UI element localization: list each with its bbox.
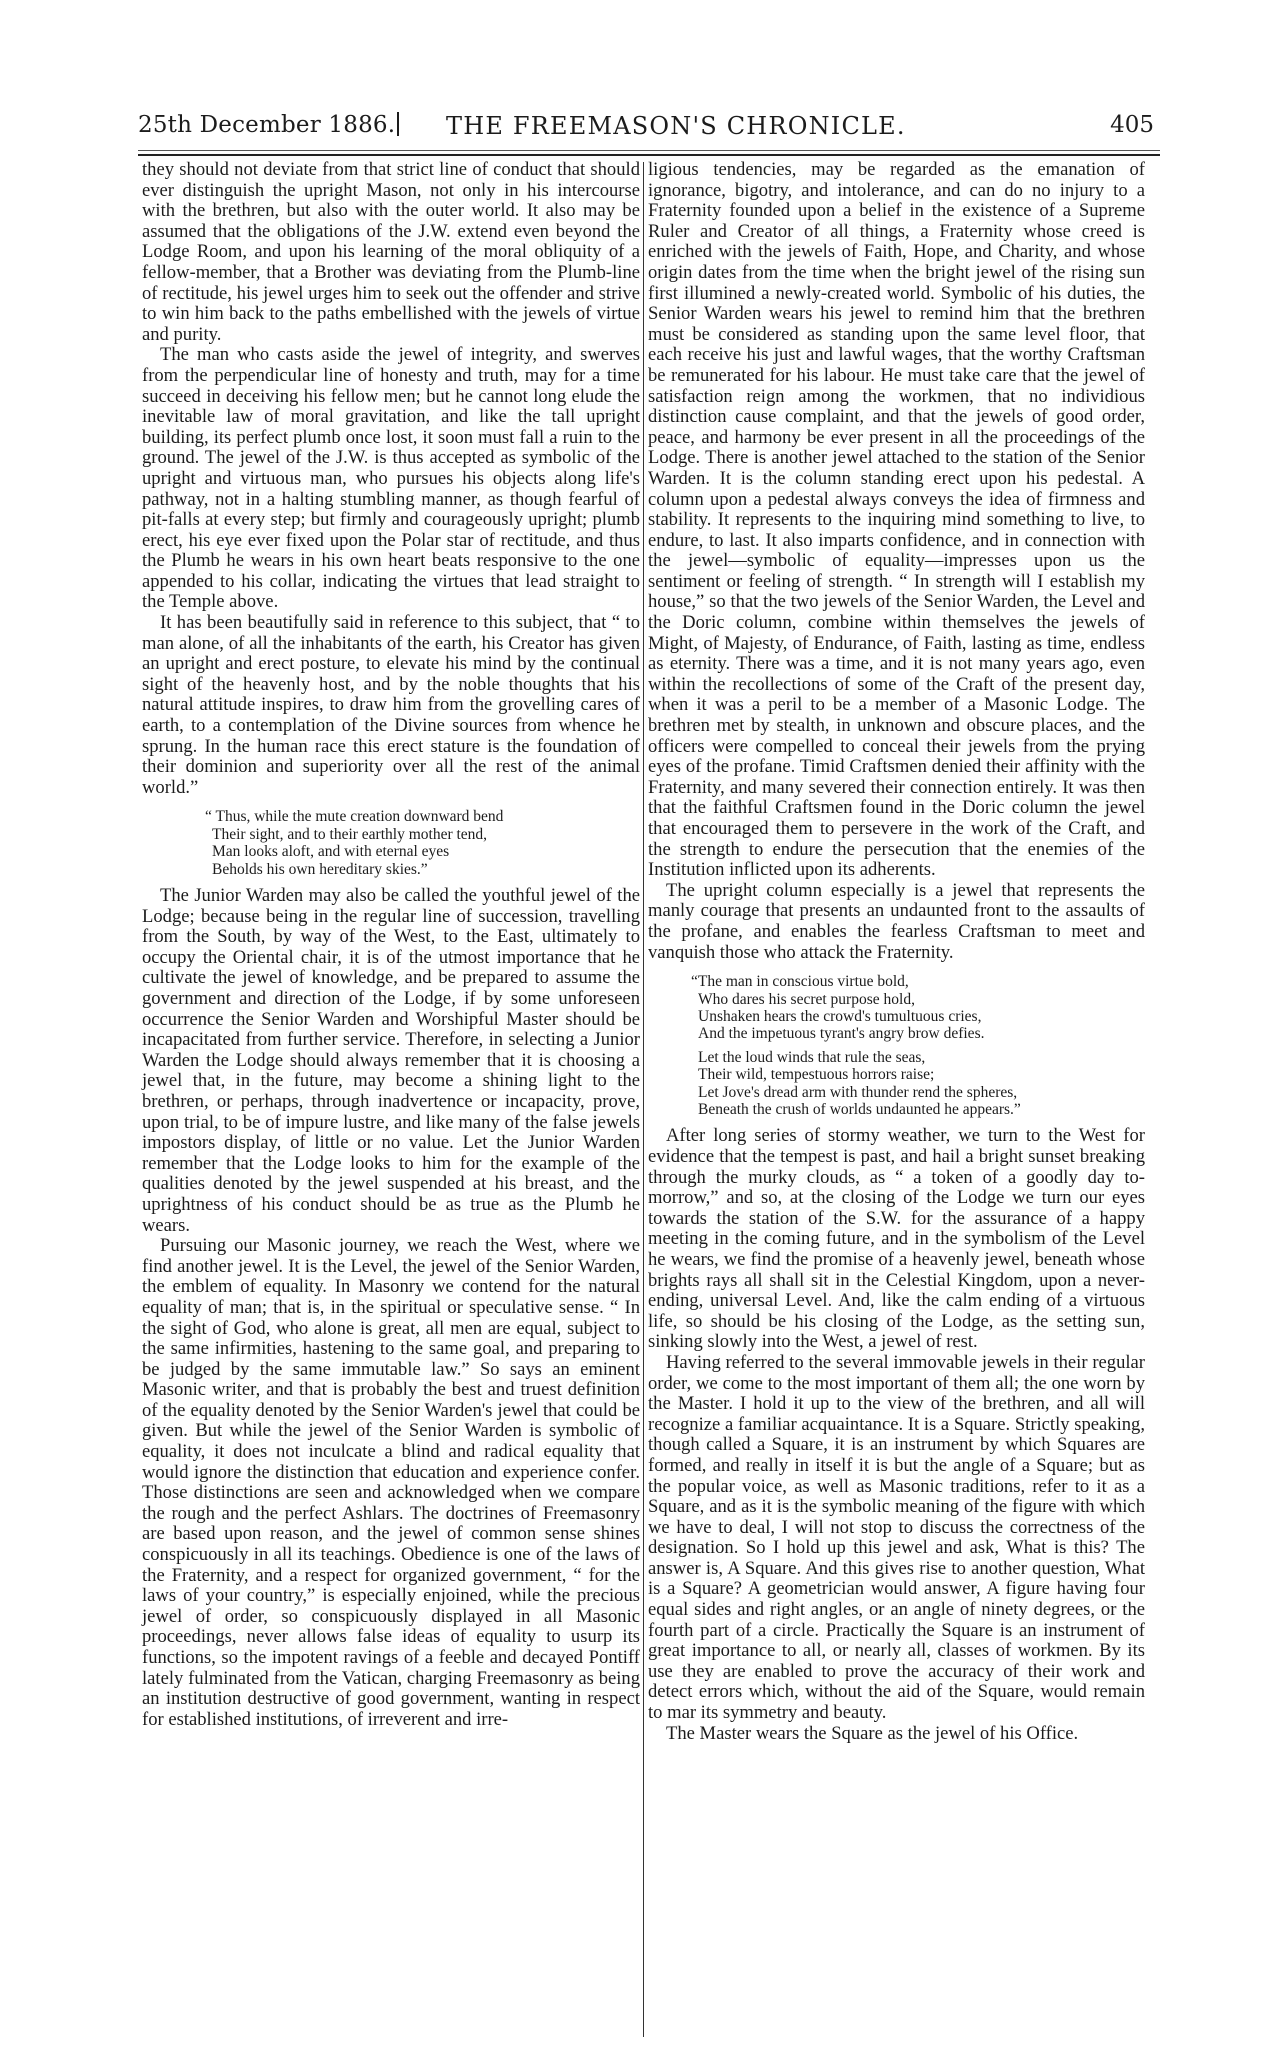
date-divider [397,112,399,136]
issue-date [138,112,399,138]
verse-line: Their wild, tempestuous horrors raise; [698,1066,935,1084]
masthead [138,108,1160,148]
paragraph: Having referred to the several immovable jewels in their regular order, we come to the most important of them all; the one worn by the Master. I hold it up to the view of the brethren, and all will recognize a familiar acquaintance. It is a Square. Strictly speaking, though called a Square, it is an instrument by which Squares are formed, and really in itself it is but the angle of a Square; but as the popular voice, as well as Masonic traditions, refer to it as a Square, and as it is the symbolic meaning of the figure with which we have to deal, I will not stop to discuss the correctness of the designation. So I hold up this jewel and ask, What is this? The answer is, A Square. And this gives rise to another question, What is a Square? A geometrician would answer, A figure having four equal sides and right angles, or an angle of ninety degrees, or the fourth part of a circle. Practically the Square is an instrument of great importance to all, or nearly all, classes of workmen. By its use they are enabled to prove the accuracy of their work and detect errors which, without the aid of the Square, would remain to mar its symmetry and beauty. [648,1351,1145,1724]
page-number: 405 [1110,112,1154,138]
verse-stanza [698,1049,1145,1119]
verse-line: Let the loud winds that rule the seas, [698,1048,926,1066]
verse-line: Man looks aloft, and with eternal eyes [212,843,450,861]
verse-line: Their sight, and to their earthly mother tend, [212,825,488,843]
verse-quotation [648,973,1145,1118]
paragraph: The Junior Warden may also be called the youthful jewel of the Lodge; because being in the regular line of succession, travelling from the South, by way of the West, to the East, ultimately to occupy the Oriental chair, it is of the utmost importance that he cultivate the jewel of knowledge, and be prepared to assume the government and direction of the Lodge, if by some unforeseen occurrence the Senior Warden and Worshipful Master should be incapacitated from further service. Therefore, in selecting a Junior Warden the Lodge should always remember that it is choosing a jewel that, in the future, may become a shining light to the brethren, or perhaps, through inadvertence or incapacity, prove, upon trial, to be of impure lustre, and like many of the false jewels impostors display, of little or no value. Let the Junior Warden remember that the Lodge looks to him for the example of the qualities denoted by the jewel suspended at his breast, and the uprightness of his conduct should be as true as the Plumb he wears. [142,885,640,1236]
thin-rule [138,150,1160,151]
article-columns [138,160,1160,2060]
verse-stanza [691,973,1145,1043]
masthead-rule [138,150,1160,156]
left-column [142,160,640,1730]
verse-line: Beneath the crush of worlds undaunted he appears.” [698,1101,1021,1118]
paragraph: The Master wears the Square as the jewel of his Office. [666,1722,1079,1744]
verse-quotation [142,808,640,878]
verse-line: Let Jove's dread arm with thunder rend the spheres, [698,1083,1018,1101]
verse-stanza [205,808,640,878]
paragraph: The man who casts aside the jewel of integrity, and swerves from the perpendicular line of honesty and truth, may for a time succeed in deceiving his fellow men; but he cannot long elude the inevitable law of moral gravitation, and like the tall upright building, its perfect plumb once lost, it soon must fall a ruin to the ground. The jewel of the J.W. is thus accepted as symbolic of the upright and virtuous man, who pursues his objects along life's pathway, not in a halting stumbling manner, as though fearful of pit-falls at every step; but firmly and courageously upright; plumb erect, his eye ever fixed upon the Polar star of rectitude, and thus the Plumb he wears in his own heart beats responsive to the one appended to his collar, indicating the virtues that lead straight to the Temple above. [142,344,640,613]
paragraph: It has been beautifully said in reference to this subject, that “ to man alone, of all the inhabitants of the earth, his Creator has given an upright and erect posture, to elevate his mind by the continual sight of the heavenly host, and by the noble thoughts that his natural attitude inspires, to draw him from the grovelling cares of earth, to a contemplation of the Divine sources from whence he sprung. In the human race this erect stature is the foundation of their dominion and superiority over all the rest of the animal world.” [142,612,640,798]
thick-rule [138,154,1160,156]
verse-line: Unshaken hears the crowd's tumultuous cries, [698,1007,982,1025]
paragraph: After long series of stormy weather, we turn to the West for evidence that the tempest is past, and hail a bright sunset breaking through the murky clouds, as “ a token of a goodly day to-morrow,” and so, at the closing of the Lodge we turn our eyes towards the station of the S.W. for the assurance of a happy meeting in the coming future, and in the symbolism of the Level he wears, we find the promise of a heavenly jewel, beneath whose brights rays all shall sit in the Celestial Kingdom, upon a never-ending, universal Level. And, like the calm ending of a virtuous life, so should be his closing of the Lodge, as the setting sun, sinking slowly into the West, a jewel of rest. [648,1125,1145,1353]
publication-title: THE FREEMASON'S CHRONICLE. [446,112,906,140]
verse-line: “ Thus, while the mute creation downward bend [205,808,504,826]
verse-line: “The man in conscious virtue bold, [691,973,909,991]
paragraph: they should not deviate from that strict line of conduct that should ever distinguish the upright Mason, not only in his intercourse with the brethren, but also with the outer world. It also may be assumed that the obligations of the J.W. extend even beyond the Lodge Room, and upon his learning of the moral obliquity of a fellow-member, that a Brother was deviating from the Plumb-line of rectitude, his jewel urges him to seek out the offender and strive to win him back to the paths embellished with the jewels of virtue and purity. [142,159,640,345]
newspaper-page [138,108,1160,1744]
paragraph: ligious tendencies, may be regarded as the emanation of ignorance, bigotry, and intolerance, and can do no injury to a Fraternity founded upon a belief in the existence of a Supreme Ruler and Creator of all things, a Fraternity whose creed is enriched with the jewels of Faith, Hope, and Charity, and whose origin dates from the time when the bright jewel of the rising sun first illumined a newly-created world. Symbolic of his duties, the Senior Warden wears his jewel to remind him that the brethren must be considered as standing upon the same level floor, that each receive his just and lawful wages, that the worthy Craftsman be remunerated for his labour. He must take care that the jewel of satisfaction reign among the workmen, that no individious distinction cause complaint, and that the jewels of good order, peace, and harmony be ever present in all the proceedings of the Lodge. There is another jewel attached to the station of the Senior Warden. It is the column standing erect upon his pedestal. A column upon a pedestal always conveys the idea of firmness and stability. It represents to the inquiring mind something to live, to endure, to last. It also imparts confidence, and in connection with the jewel—symbolic of equality—impresses upon us the sentiment or feeling of strength. “ In strength will I establish my house,” so that the two jewels of the Senior Warden, the Level and the Doric column, combine within themselves the jewels of Might, of Majesty, of Endurance, of Faith, lasting as time, endless as eternity. There was a time, and it is not many years ago, even within the recollections of some of the Craft of the present day, when it was a peril to be a member of a Masonic Lodge. The brethren met by stealth, in unknown and obscure places, and the officers were compelled to conceal their jewels from the prying eyes of the profane. Timid Craftsmen denied their affinity with the Fraternity, and many severed their connection entirely. It was then that the faithful Craftsmen found in the Doric column the jewel that encouraged them to persevere in the work of the Craft, and the strength to endure the persecution that the enemies of the Institution inflicted upon its adherents. [648,159,1145,881]
paragraph: The upright column especially is a jewel that represents the manly courage that presents an undaunted front to the assaults of the profane, and enables the fearless Craftsman to meet and vanquish those who attack the Fraternity. [648,879,1145,963]
verse-line: And the impetuous tyrant's angry brow defies. [698,1025,985,1043]
right-column [648,160,1145,1744]
paragraph: Pursuing our Masonic journey, we reach the West, where we find another jewel. It is the Level, the jewel of the Senior Warden, the emblem of equality. In Masonry we contend for the natural equality of man; that is, in the spiritual or speculative sense. “ In the sight of God, who alone is great, all men are equal, subject to the same infirmities, hastening to the same goal, and preparing to be judged by the same immutable law.” So says an eminent Masonic writer, and that is probably the best and truest definition of the equality denoted by the Senior Warden's jewel that could be given. But while the jewel of the Senior Warden is symbolic of equality, it does not inculcate a blind and radical equality that would ignore the distinction that education and experience confer. Those distinctions are seen and acknowledged when we compare the rough and the perfect Ashlars. The doctrines of Freemasonry are based upon reason, and the jewel of common sense shines conspicuously in all its teachings. Obedience is one of the laws of the Fraternity, and a respect for organized government, “ for the laws of your country,” is especially enjoined, while the precious jewel of order, so conspicuously displayed in all Masonic proceedings, never allows false ideas of equality to usurp its functions, so the impotent ravings of a feeble and decayed Pontiff lately fulminated from the Vatican, charging Freemasonry as being an institution destructive of good government, wanting in respect for established institutions, of irreverent and irre- [142,1235,640,1730]
verse-line: Beholds his own hereditary skies.” [212,860,428,878]
issue-date-text: 25th December 1886. [138,112,396,138]
verse-line: Who dares his secret purpose hold, [698,990,915,1008]
column-divider [643,162,644,2037]
